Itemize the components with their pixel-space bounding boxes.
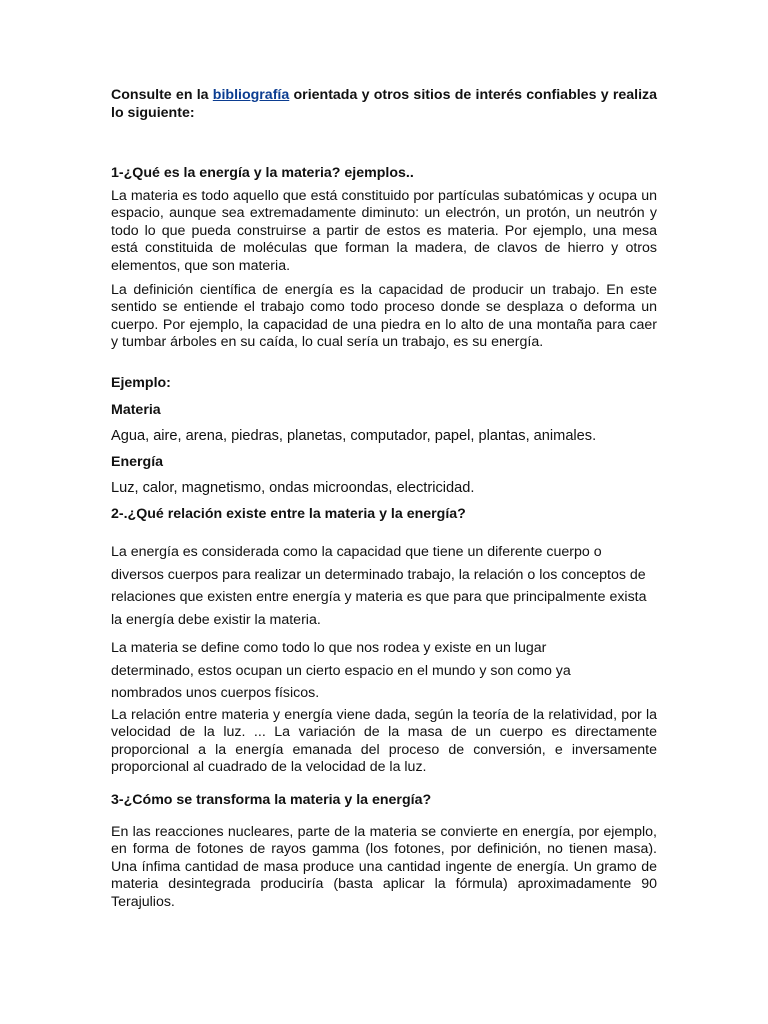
example-label: Ejemplo: bbox=[111, 375, 171, 391]
intro-text-before: Consulte en la bbox=[111, 87, 213, 103]
question-3-heading: 3-¿Cómo se transforma la materia y la energía? bbox=[111, 792, 432, 808]
question-3-paragraph-1: En las reacciones nucleares, parte de la materia se convierte en energía, por ejemplo, en forma de fotones de rayos gamma (los fotones, por definición, no tienen masa). Una ínfima cantidad de masa produce una cantidad ingente de energía. Un gramo de materia desintegrada produciría (basta aplicar la fórmula) aproximadamente 90 Terajulios. bbox=[111, 824, 657, 910]
bibliography-link[interactable]: bibliografía bbox=[212, 87, 290, 103]
question-1-heading: 1-¿Qué es la energía y la materia? ejemplos.. bbox=[111, 165, 414, 181]
energia-examples: Luz, calor, magnetismo, ondas microondas, electricidad. bbox=[111, 480, 475, 496]
question-2-paragraph-3: La relación entre materia y energía viene dada, según la teoría de la relatividad, por la velocidad de la luz. ... La variación de la masa de un cuerpo es directamente proporcional a la energía emanada del proceso de conversión, e inversamente proporcional al cuadrado de la velocidad de la luz. bbox=[111, 707, 657, 776]
materia-label: Materia bbox=[111, 402, 161, 418]
question-1-paragraph-2: La definición científica de energía es la capacidad de producir un trabajo. En este sentido se entiende el trabajo como todo proceso donde se desplaza o deforma un cuerpo. Por ejemplo, la capacidad de una piedra en lo alto de una montaña para caer y tumbar árboles en su caída, lo cual sería un trabajo, es su energía. bbox=[111, 282, 657, 351]
intro-instruction bbox=[111, 86, 657, 122]
materia-examples: Agua, aire, arena, piedras, planetas, computador, papel, plantas, animales. bbox=[111, 428, 597, 444]
question-1-paragraph-1: La materia es todo aquello que está constituido por partículas subatómicas y ocupa un espacio, aunque sea extremadamente diminuto: un electrón, un protón, un neutrón y todo lo que pueda construirse a partir de estos es materia. Por ejemplo, una mesa está constituida de moléculas que forman la madera, de clavos de hierro y otros elementos, que son materia. bbox=[111, 188, 657, 274]
intro-text-after: orientada y otros sitios de interés confiables y realiza lo siguiente: bbox=[111, 87, 657, 121]
question-2-heading: 2-.¿Qué relación existe entre la materia y la energía? bbox=[111, 506, 466, 522]
question-2-paragraph-1: La energía es considerada como la capacidad que tiene un diferente cuerpo o diversos cuerpos para realizar un determinado trabajo, la relación o los conceptos de relaciones que existen entre energía y materia es que para que principalmente exista la energía debe existir la materia. bbox=[111, 544, 647, 628]
question-2-paragraph-2: La materia se define como todo lo que nos rodea y existe en un lugar determinado, estos ocupan un cierto espacio en el mundo y son como ya nombrados unos cuerpos físicos. bbox=[111, 640, 571, 702]
energia-label: Energía bbox=[111, 454, 164, 470]
